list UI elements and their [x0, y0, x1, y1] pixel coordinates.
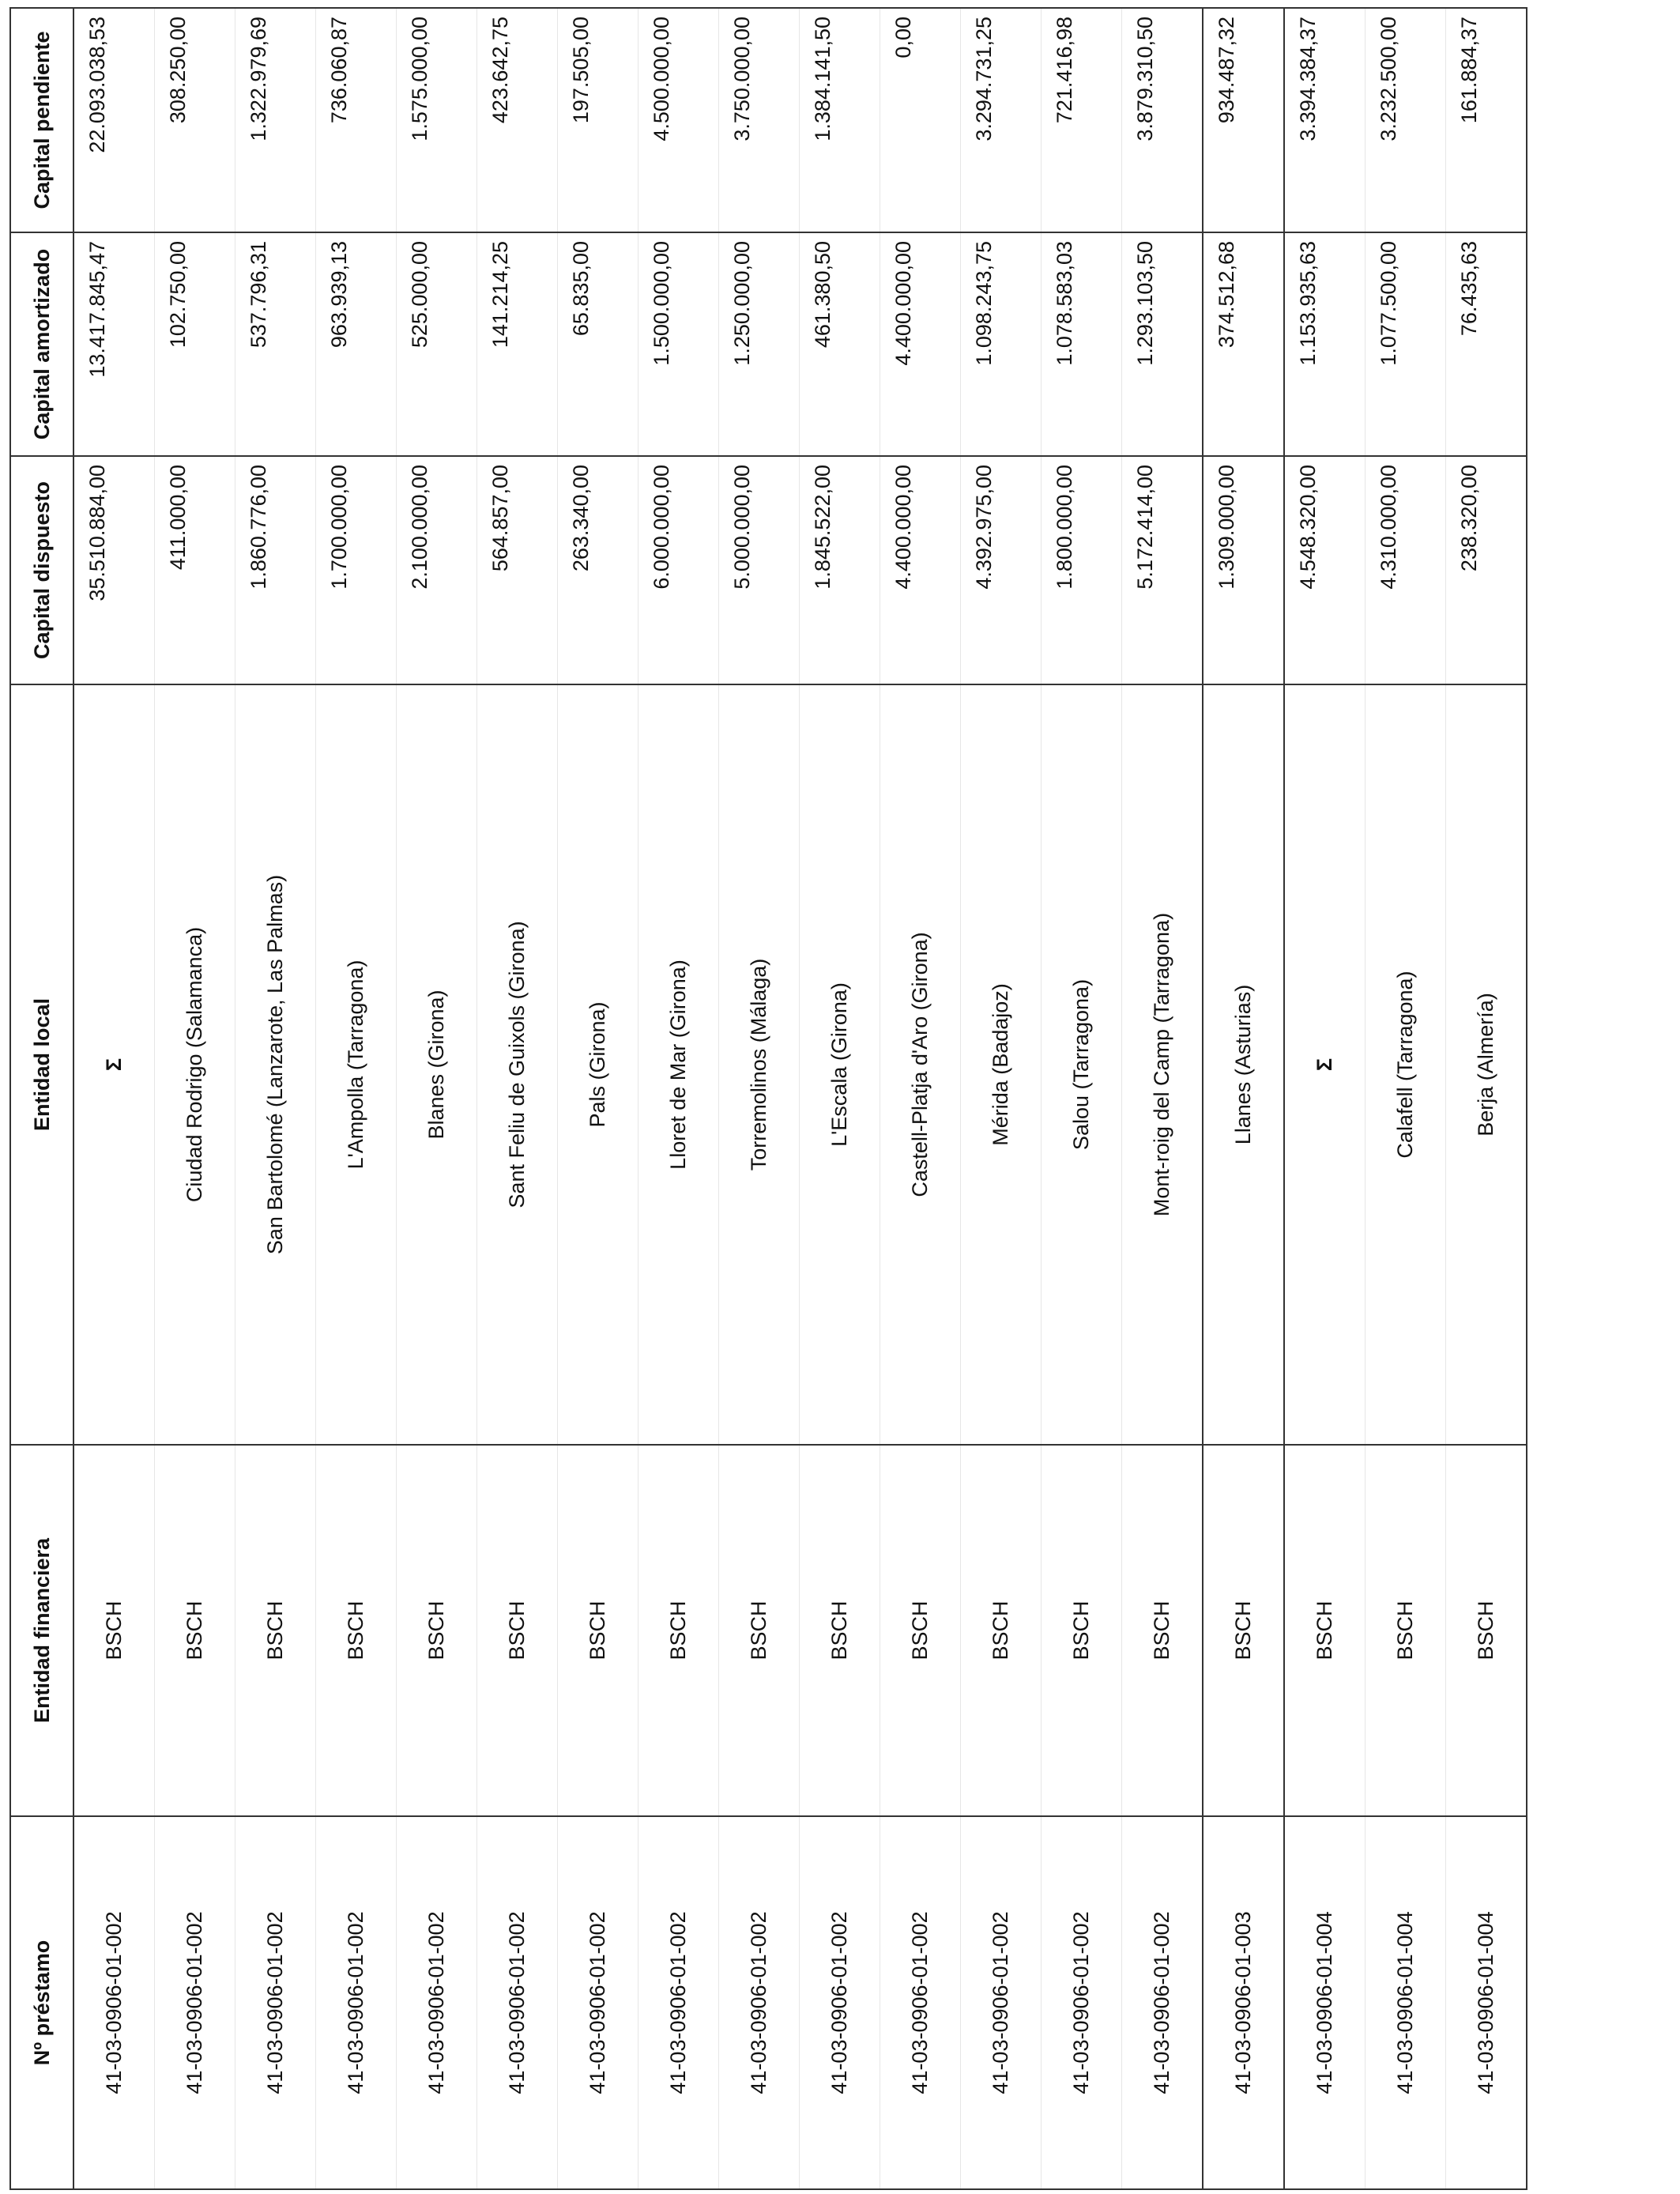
loan-table	[9, 7, 1527, 2190]
header-entidad-local: Entidad local	[10, 684, 73, 1445]
cell-capital-dispuesto: 4.392.975,00	[961, 456, 1042, 684]
cell-capital-dispuesto: 263.340,00	[558, 456, 638, 684]
cell-capital-amortizado: 374.512,68	[1203, 232, 1284, 456]
cell-capital-amortizado: 1.077.500,00	[1365, 232, 1446, 456]
cell-prestamo: 41-03-0906-01-002	[235, 1816, 316, 2189]
cell-entidad-financiera: BSCH	[719, 1445, 800, 1816]
cell-capital-pendiente: 3.750.000,00	[719, 8, 800, 232]
cell-entidad-local: San Bartolomé (Lanzarote, Las Palmas)	[235, 684, 316, 1445]
cell-capital-amortizado: 1.078.583,03	[1042, 232, 1122, 456]
cell-entidad-local: Mérida (Badajoz)	[961, 684, 1042, 1445]
cell-entidad-financiera: BSCH	[235, 1445, 316, 1816]
table-row	[397, 8, 477, 2189]
header-entidad-financiera: Entidad financiera	[10, 1445, 73, 1816]
table-row	[235, 8, 316, 2189]
cell-capital-dispuesto: 4.310.000,00	[1365, 456, 1446, 684]
cell-capital-pendiente: 721.416,98	[1042, 8, 1122, 232]
cell-capital-pendiente: 736.060,87	[316, 8, 397, 232]
cell-entidad-local: Berja (Almería)	[1446, 684, 1527, 1445]
cell-capital-amortizado: 537.796,31	[235, 232, 316, 456]
table-row	[1284, 8, 1365, 2189]
cell-entidad-financiera: BSCH	[880, 1445, 961, 1816]
cell-capital-dispuesto: 238.320,00	[1446, 456, 1527, 684]
cell-capital-dispuesto: 1.700.000,00	[316, 456, 397, 684]
cell-entidad-local: Ciudad Rodrigo (Salamanca)	[155, 684, 235, 1445]
cell-prestamo: 41-03-0906-01-002	[638, 1816, 719, 2189]
cell-capital-amortizado: 65.835,00	[558, 232, 638, 456]
cell-prestamo: 41-03-0906-01-002	[880, 1816, 961, 2189]
cell-entidad-financiera: BSCH	[638, 1445, 719, 1816]
table-row	[1446, 8, 1527, 2189]
cell-entidad-financiera: BSCH	[1446, 1445, 1527, 1816]
cell-capital-pendiente: 197.505,00	[558, 8, 638, 232]
cell-entidad-financiera: BSCH	[1122, 1445, 1203, 1816]
cell-entidad-local: Llanes (Asturias)	[1203, 684, 1284, 1445]
header-capital-pendiente: Capital pendiente	[10, 8, 73, 232]
table-row	[1122, 8, 1203, 2189]
cell-entidad-financiera: BSCH	[1365, 1445, 1446, 1816]
cell-capital-amortizado: 1.293.103,50	[1122, 232, 1203, 456]
cell-prestamo: 41-03-0906-01-002	[1122, 1816, 1203, 2189]
cell-entidad-financiera: BSCH	[155, 1445, 235, 1816]
cell-prestamo: 41-03-0906-01-002	[961, 1816, 1042, 2189]
cell-capital-amortizado: 13.417.845,47	[73, 232, 155, 456]
cell-capital-amortizado: 141.214,25	[477, 232, 558, 456]
cell-entidad-local: Mont-roig del Camp (Tarragona)	[1122, 684, 1203, 1445]
table-row	[558, 8, 638, 2189]
cell-capital-pendiente: 3.232.500,00	[1365, 8, 1446, 232]
cell-prestamo: 41-03-0906-01-003	[1203, 1816, 1284, 2189]
cell-entidad-financiera: BSCH	[961, 1445, 1042, 1816]
cell-entidad-financiera: BSCH	[1284, 1445, 1365, 1816]
cell-prestamo: 41-03-0906-01-002	[73, 1816, 155, 2189]
header-prestamo: Nº préstamo	[10, 1816, 73, 2189]
cell-entidad-local: Salou (Tarragona)	[1042, 684, 1122, 1445]
cell-capital-pendiente: 22.093.038,53	[73, 8, 155, 232]
table-body	[73, 8, 1527, 2189]
cell-capital-pendiente: 1.322.979,69	[235, 8, 316, 232]
cell-capital-pendiente: 3.879.310,50	[1122, 8, 1203, 232]
cell-capital-dispuesto: 5.172.414,00	[1122, 456, 1203, 684]
cell-capital-pendiente: 3.394.384,37	[1284, 8, 1365, 232]
cell-capital-pendiente: 1.384.141,50	[800, 8, 880, 232]
table-row	[638, 8, 719, 2189]
cell-entidad-local: Pals (Girona)	[558, 684, 638, 1445]
cell-capital-dispuesto: 5.000.000,00	[719, 456, 800, 684]
table-row	[880, 8, 961, 2189]
cell-capital-amortizado: 4.400.000,00	[880, 232, 961, 456]
cell-capital-pendiente: 161.884,37	[1446, 8, 1527, 232]
cell-capital-dispuesto: 6.000.000,00	[638, 456, 719, 684]
cell-entidad-local: L'Ampolla (Tarragona)	[316, 684, 397, 1445]
cell-entidad-local: Torremolinos (Málaga)	[719, 684, 800, 1445]
cell-capital-dispuesto: 1.800.000,00	[1042, 456, 1122, 684]
cell-capital-amortizado: 1.153.935,63	[1284, 232, 1365, 456]
table-row	[800, 8, 880, 2189]
cell-capital-amortizado: 76.435,63	[1446, 232, 1527, 456]
header-capital-amortizado: Capital amortizado	[10, 232, 73, 456]
cell-prestamo: 41-03-0906-01-002	[477, 1816, 558, 2189]
cell-prestamo: 41-03-0906-01-004	[1284, 1816, 1365, 2189]
cell-entidad-local: Calafell (Tarragona)	[1365, 684, 1446, 1445]
table-row	[316, 8, 397, 2189]
table-row	[1042, 8, 1122, 2189]
cell-prestamo: 41-03-0906-01-002	[719, 1816, 800, 2189]
cell-prestamo: 41-03-0906-01-002	[558, 1816, 638, 2189]
cell-capital-pendiente: 934.487,32	[1203, 8, 1284, 232]
cell-capital-amortizado: 1.500.000,00	[638, 232, 719, 456]
cell-capital-amortizado: 963.939,13	[316, 232, 397, 456]
cell-capital-dispuesto: 4.400.000,00	[880, 456, 961, 684]
table-row	[155, 8, 235, 2189]
cell-capital-amortizado: 1.098.243,75	[961, 232, 1042, 456]
header-row	[10, 8, 73, 2189]
cell-entidad-local: Σ	[1284, 684, 1365, 1445]
table-row	[961, 8, 1042, 2189]
cell-prestamo: 41-03-0906-01-002	[1042, 1816, 1122, 2189]
cell-capital-dispuesto: 1.860.776,00	[235, 456, 316, 684]
cell-capital-dispuesto: 35.510.884,00	[73, 456, 155, 684]
cell-entidad-financiera: BSCH	[1042, 1445, 1122, 1816]
cell-entidad-local: Blanes (Girona)	[397, 684, 477, 1445]
cell-capital-amortizado: 525.000,00	[397, 232, 477, 456]
cell-capital-dispuesto: 411.000,00	[155, 456, 235, 684]
cell-capital-dispuesto: 2.100.000,00	[397, 456, 477, 684]
cell-capital-pendiente: 1.575.000,00	[397, 8, 477, 232]
cell-entidad-local: L'Escala (Girona)	[800, 684, 880, 1445]
cell-capital-dispuesto: 1.845.522,00	[800, 456, 880, 684]
cell-capital-amortizado: 102.750,00	[155, 232, 235, 456]
cell-capital-dispuesto: 1.309.000,00	[1203, 456, 1284, 684]
cell-entidad-financiera: BSCH	[558, 1445, 638, 1816]
cell-capital-amortizado: 1.250.000,00	[719, 232, 800, 456]
cell-entidad-financiera: BSCH	[316, 1445, 397, 1816]
cell-capital-dispuesto: 4.548.320,00	[1284, 456, 1365, 684]
cell-capital-pendiente: 308.250,00	[155, 8, 235, 232]
cell-capital-pendiente: 423.642,75	[477, 8, 558, 232]
table-row	[1203, 8, 1284, 2189]
table-row	[1365, 8, 1446, 2189]
cell-entidad-financiera: BSCH	[800, 1445, 880, 1816]
cell-prestamo: 41-03-0906-01-002	[397, 1816, 477, 2189]
cell-entidad-local: Lloret de Mar (Girona)	[638, 684, 719, 1445]
cell-entidad-financiera: BSCH	[397, 1445, 477, 1816]
cell-entidad-local: Castell-Platja d'Aro (Girona)	[880, 684, 961, 1445]
cell-prestamo: 41-03-0906-01-004	[1446, 1816, 1527, 2189]
table-row	[477, 8, 558, 2189]
cell-capital-pendiente: 0,00	[880, 8, 961, 232]
table-row	[73, 8, 155, 2189]
cell-capital-pendiente: 3.294.731,25	[961, 8, 1042, 232]
cell-prestamo: 41-03-0906-01-002	[155, 1816, 235, 2189]
cell-prestamo: 41-03-0906-01-004	[1365, 1816, 1446, 2189]
header-capital-dispuesto: Capital dispuesto	[10, 456, 73, 684]
cell-entidad-financiera: BSCH	[477, 1445, 558, 1816]
cell-prestamo: 41-03-0906-01-002	[316, 1816, 397, 2189]
cell-entidad-local: Sant Feliu de Guixols (Girona)	[477, 684, 558, 1445]
table-row	[719, 8, 800, 2189]
cell-prestamo: 41-03-0906-01-002	[800, 1816, 880, 2189]
cell-capital-pendiente: 4.500.000,00	[638, 8, 719, 232]
cell-capital-amortizado: 461.380,50	[800, 232, 880, 456]
cell-entidad-local: Σ	[73, 684, 155, 1445]
cell-capital-dispuesto: 564.857,00	[477, 456, 558, 684]
cell-entidad-financiera: BSCH	[73, 1445, 155, 1816]
cell-entidad-financiera: BSCH	[1203, 1445, 1284, 1816]
